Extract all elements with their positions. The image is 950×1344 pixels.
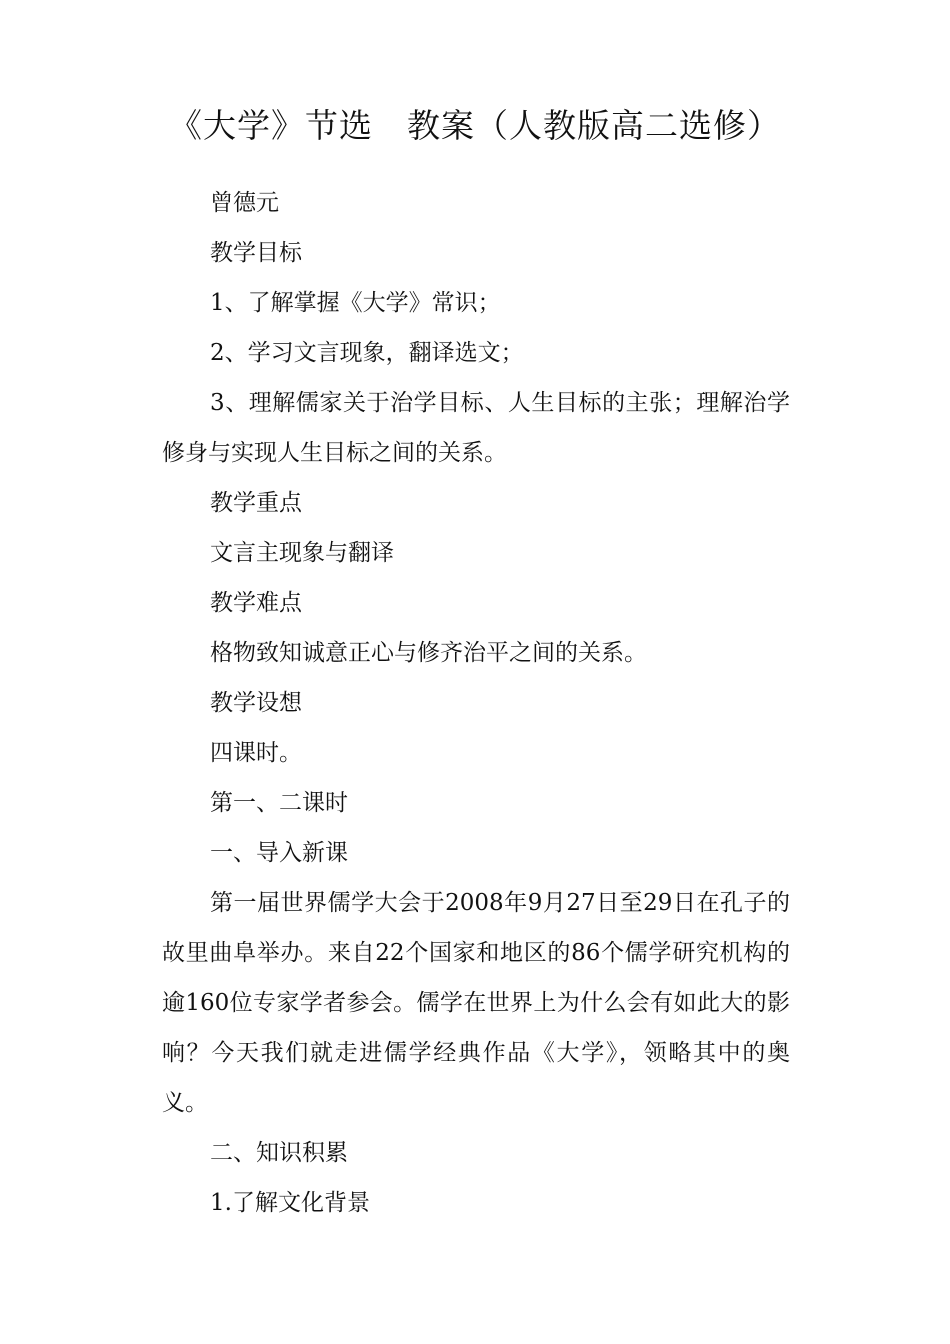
introduction-paragraph: 第一届世界儒学大会于2008年9月27日至29日在孔子的故里曲阜举办。来自22个国家和地区的86个儒学研究机构的逾160位专家学者参会。儒学在世界上为什么会有如此大的影响？今天我们就走进儒学经典作品《大学》，领略其中的奥义。 (162, 890, 790, 1116)
document-title: 《大学》节选 教案（人教版高二选修） (169, 106, 781, 145)
subsection-heading-introduction: 一、导入新课 (210, 840, 348, 866)
knowledge-item-1: 1.了解文化背景 (210, 1190, 370, 1216)
teaching-plan-text: 四课时。 (210, 740, 302, 766)
goal-item-1: 1、了解掌握《大学》常识； (210, 290, 501, 316)
author-name: 曾德元 (210, 190, 279, 216)
section-heading-teaching-plan: 教学设想 (210, 690, 302, 716)
section-heading-difficulties: 教学难点 (210, 590, 302, 616)
lesson-heading: 第一、二课时 (210, 790, 348, 816)
subsection-heading-knowledge: 二、知识积累 (210, 1140, 348, 1166)
difficulties-text: 格物致知诚意正心与修齐治平之间的关系。 (210, 640, 647, 666)
goal-item-3: 3、理解儒家关于治学目标、人生目标的主张；理解治学修身与实现人生目标之间的关系。 (162, 390, 790, 466)
document-body (162, 178, 790, 1228)
goal-item-2: 2、学习文言现象，翻译选文； (210, 340, 524, 366)
section-heading-teaching-goals: 教学目标 (210, 240, 302, 266)
section-heading-key-points: 教学重点 (210, 490, 302, 516)
key-points-text: 文言主现象与翻译 (210, 540, 394, 566)
